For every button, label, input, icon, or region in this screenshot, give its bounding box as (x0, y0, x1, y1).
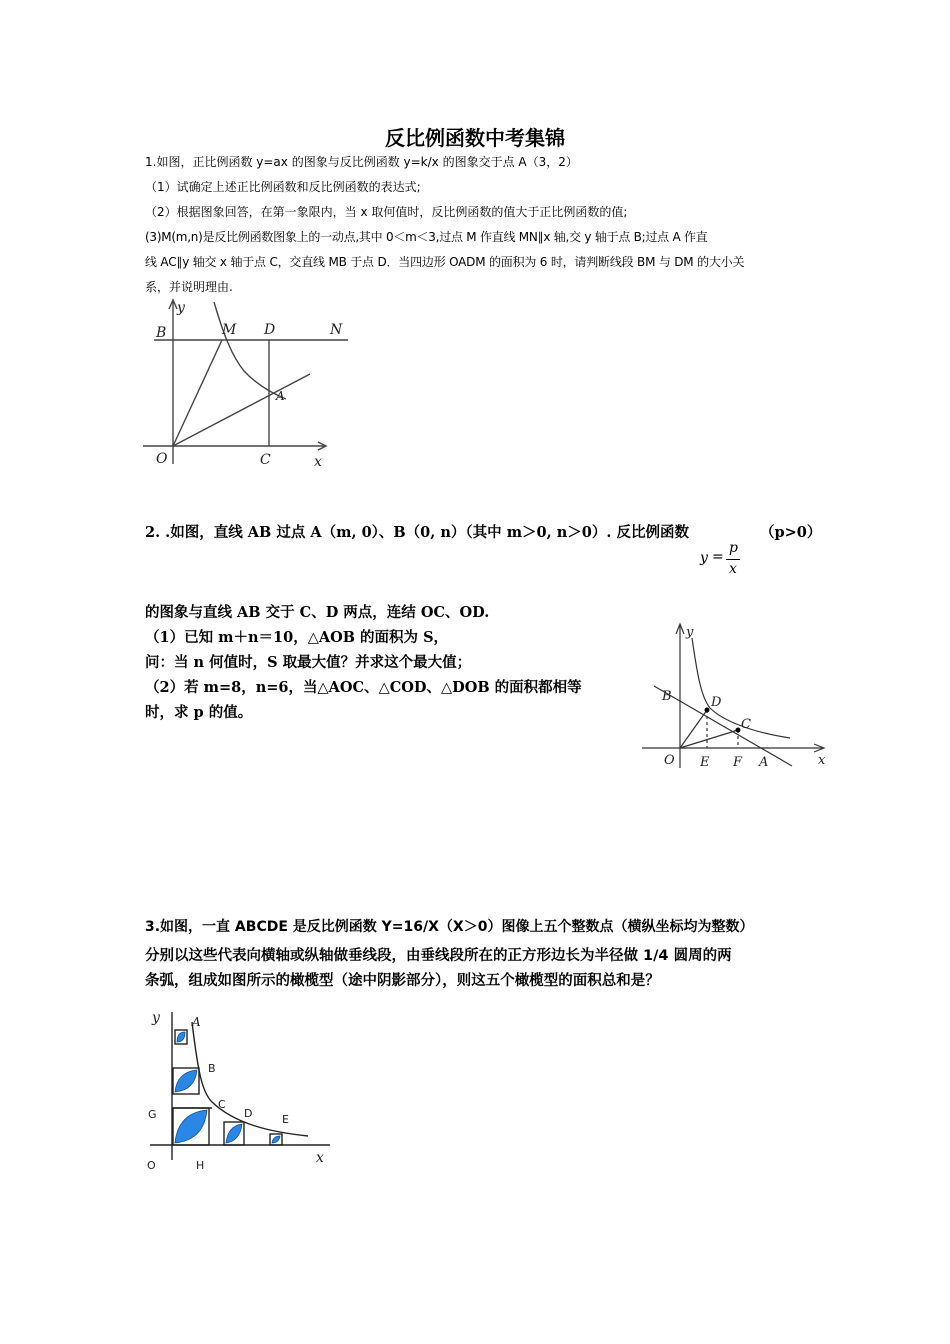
q3-label-y: y (152, 1010, 160, 1026)
q3-line-1: 3.如图，一直 ABCDE 是反比例函数 Y=16/X（X＞0）图像上五个整数点（横纵坐标均为整数） (145, 919, 754, 935)
q2-label-o: O (664, 753, 675, 768)
q2-line: （2）若 m=8，n=6，当△AOC、△COD、△DOB 的面积都相等 (145, 679, 582, 696)
q3-label-o: O (147, 1159, 156, 1172)
q1-line: （2）根据图象回答，在第一象限内，当 x 取何值时，反比例函数的值大于正比例函数的值; (145, 205, 628, 219)
q1-label-c: C (260, 452, 271, 468)
q2-label-a: A (759, 755, 769, 770)
q3-line: 分别以这些代表向横轴或纵轴做垂线段，由垂线段所在的正方形边长为半径做 1/4 圆周的两 (145, 948, 732, 964)
q2-line: （1）已知 m＋n＝10，△AOB 的面积为 S， (145, 629, 449, 646)
q2-line: 时，求 p 的值。 (145, 704, 253, 721)
q3-olive-e (272, 1136, 280, 1143)
q1-label-n: N (330, 322, 343, 338)
q1-hyperbola (214, 302, 286, 399)
question-3-text (145, 944, 732, 994)
q3-label-h: H (196, 1159, 205, 1172)
q3-label-e: E (282, 1113, 289, 1126)
q3-olive-b (175, 1070, 197, 1092)
q2-label-x: x (818, 753, 826, 768)
q1-label-a: A (276, 389, 285, 403)
q2-point-d (705, 708, 710, 713)
q1-line-oa (173, 374, 310, 446)
q2-label-d: D (711, 695, 722, 710)
q2-line: 的图象与直线 AB 交于 C、D 两点，连结 OC、OD. (145, 604, 490, 621)
formula-equals: = (712, 549, 724, 565)
q2-label-c: C (741, 717, 751, 732)
question-1-text (145, 150, 815, 300)
q3-label-x: x (316, 1150, 324, 1166)
q2-point-c (736, 728, 741, 733)
formula-y: y (700, 550, 708, 566)
q1-line: 1.如图，正比例函数 y=ax 的图象与反比例函数 y=k/x 的图象交于点 A（3，2） (145, 155, 578, 169)
q1-line: 系，并说明理由. (145, 280, 233, 294)
q2-figure (640, 620, 840, 772)
q3-figure (140, 1002, 340, 1178)
page-title: 反比例函数中考集锦 (385, 126, 565, 150)
q1-label-b: B (156, 325, 167, 341)
q2-line: 问：当 n 何值时，S 取最大值？并求这个最大值； (145, 654, 472, 671)
q1-label-x: x (314, 454, 322, 470)
q1-label-d: D (264, 322, 276, 338)
q3-label-d: D (244, 1107, 253, 1120)
q1-line: （1）试确定上述正比例函数和反比例函数的表达式; (145, 180, 421, 194)
q2-label-b: B (662, 689, 672, 704)
q2-formula (700, 540, 748, 580)
q3-label-a: A (192, 1015, 201, 1029)
q2-line-1: 2. .如图，直线 AB 过点 A（m, 0）、B（0, n）（其中 m＞0, n＞0）. 反比例函数 (145, 524, 689, 541)
q2-line-ab (654, 686, 792, 766)
question-2-text (145, 600, 582, 725)
q1-figure (140, 296, 360, 478)
q1-label-o: O (156, 451, 168, 467)
q2-label-f: F (733, 755, 743, 770)
q1-label-m: M (222, 322, 237, 338)
q3-label-g: G (148, 1108, 157, 1121)
formula-numerator: p (729, 540, 738, 556)
q1-line: (3)M(m,n)是反比例函数图象上的一动点,其中 0＜m＜3,过点 M 作直线 MN∥x 轴,交 y 轴于点 B;过点 A 作直 (145, 230, 708, 244)
fraction-bar (726, 559, 740, 560)
q2-label-e: E (700, 755, 710, 770)
q3-olive-d (226, 1124, 242, 1143)
q3-olive-c (175, 1110, 207, 1143)
q2-label-y: y (686, 625, 694, 640)
q2-condition: （p>0） (760, 524, 822, 541)
q1-label-y: y (177, 300, 185, 316)
q2-line-oc (680, 730, 738, 748)
formula-denominator: x (729, 561, 737, 577)
q3-olive-a (177, 1032, 185, 1042)
q2-line-od (680, 710, 707, 748)
q3-label-c: C (218, 1098, 226, 1111)
q3-line: 条弧，组成如图所示的橄榄型（途中阴影部分），则这五个橄榄型的面积总和是？ (145, 973, 660, 989)
q1-line-om (173, 340, 222, 446)
q3-label-b: B (208, 1062, 216, 1075)
q1-line: 线 AC∥y 轴交 x 轴于点 C，交直线 MB 于点 D．当四边形 OADM 的面积为 6 时，请判断线段 BM 与 DM 的大小关 (145, 255, 745, 269)
